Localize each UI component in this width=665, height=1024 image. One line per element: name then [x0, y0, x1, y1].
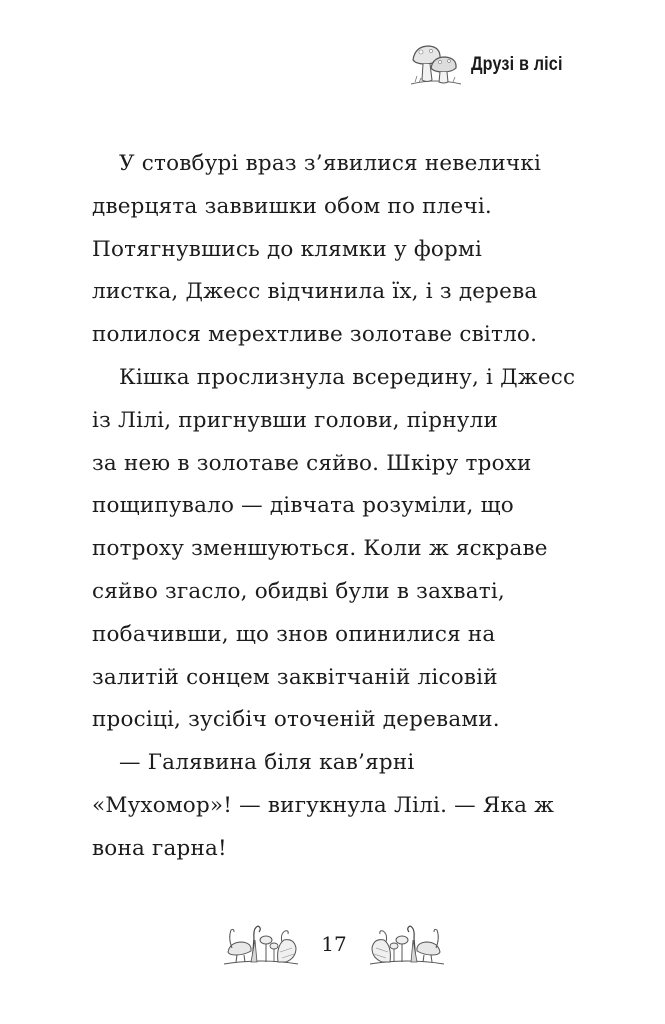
- mushrooms-icon: [407, 42, 463, 88]
- text-line: потроху зменшуються. Коли ж яскраве: [92, 536, 548, 562]
- text-line: вона гарна!: [92, 835, 227, 861]
- text-line: Кішка прослизнула всередину, і Джесс: [119, 364, 576, 390]
- text-line: за нею в золотаве сяйво. Шкіру трохи: [92, 450, 532, 476]
- running-title: Друзі в лісі: [471, 54, 563, 75]
- body-text: [92, 143, 592, 871]
- text-line: дверцята заввишки обом по плечі.: [92, 193, 492, 219]
- text-line: пощипувало — дівчата розуміли, що: [92, 493, 514, 519]
- text-line: сяйво згасло, обидві були в захваті,: [92, 578, 505, 604]
- text-line: із Лілі, пригнувши голови, пірнули: [92, 407, 499, 433]
- text-line: листка, Джесс відчинила їх, і з дерева: [92, 279, 538, 305]
- text-line: просіці, зусібіч оточеній деревами.: [92, 707, 500, 733]
- text-line: побачивши, що знов опинилися на: [92, 621, 496, 647]
- text-line: «Мухомор»! — вигукнула Лілі. — Яка ж: [92, 792, 555, 818]
- page-footer: [0, 918, 665, 978]
- text-line: полилося мерехтливе золотаве світло.: [92, 322, 538, 348]
- text-line: Потягнувшись до клямки у формі: [92, 236, 483, 262]
- forest-ornament-icon: [368, 918, 446, 968]
- text-line: залитій сонцем заквітчаній лісовій: [92, 664, 498, 690]
- text-line: — Галявина біля кав’ярні: [119, 750, 415, 776]
- forest-ornament-icon: [222, 918, 300, 968]
- running-header: [407, 40, 579, 90]
- page-number: 17: [321, 932, 347, 956]
- text-line: У стовбурі враз з’явилися невеличкі: [119, 151, 542, 176]
